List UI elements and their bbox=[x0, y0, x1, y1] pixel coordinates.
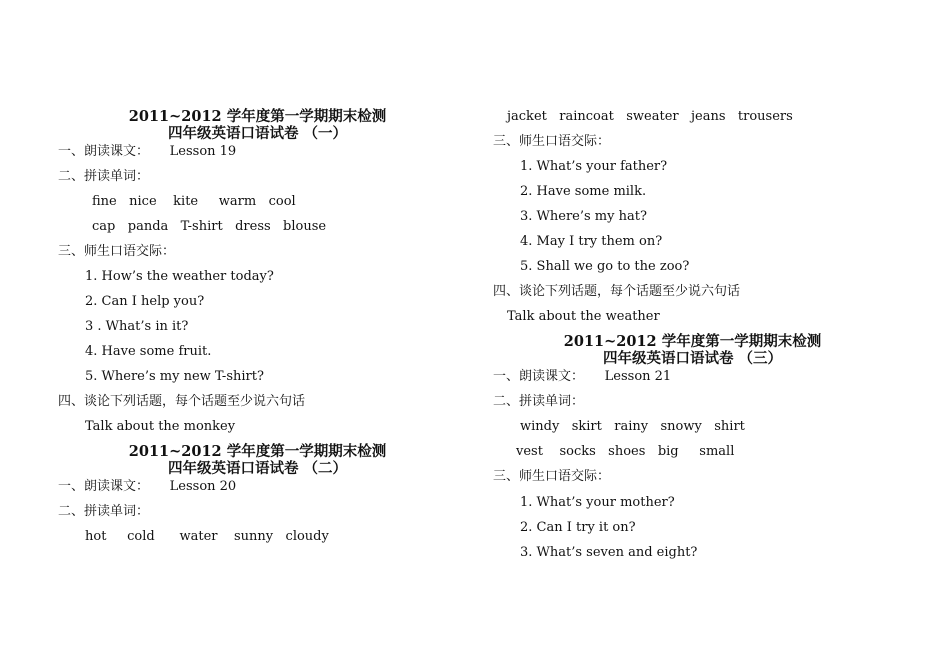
exam2-question-4: 4. May I try them on? bbox=[520, 234, 663, 249]
exam3-question-1: 1. What’s your mother? bbox=[520, 495, 675, 510]
exam3-title-line1: 2011~2012 学年度第一学期期末检测 bbox=[563, 333, 822, 350]
exam1-words-row2: cap panda T-shirt dress blouse bbox=[92, 219, 327, 234]
exam2-words-row1: hot cold water sunny cloudy bbox=[85, 529, 329, 544]
exam2-question-3: 3. Where’s my hat? bbox=[520, 209, 647, 224]
exam1-section-dialogue: 三、师生口语交际： bbox=[58, 244, 176, 259]
exam3-title-line2: 四年级英语口语试卷 （三） bbox=[602, 350, 783, 367]
exam2-section-topic: 四、谈论下列话题，每个话题至少说六句话 bbox=[493, 284, 741, 299]
exam1-question-5: 5. Where’s my new T-shirt? bbox=[85, 369, 264, 384]
exam3-question-2: 2. Can I try it on? bbox=[520, 520, 636, 535]
exam2-topic: Talk about the weather bbox=[507, 309, 660, 324]
exam3-section-reading: 一、朗读课文： Lesson 21 bbox=[493, 369, 672, 384]
exam2-section-reading: 一、朗读课文： Lesson 20 bbox=[58, 479, 237, 494]
exam3-words-row1: windy skirt rainy snowy shirt bbox=[520, 419, 745, 434]
exam3-question-3: 3. What’s seven and eight? bbox=[520, 545, 698, 560]
exam1-topic: Talk about the monkey bbox=[85, 419, 236, 434]
exam1-question-1: 1. How’s the weather today? bbox=[85, 269, 274, 284]
exam2-question-1: 1. What’s your father? bbox=[520, 159, 668, 174]
exam1-title-line2: 四年级英语口语试卷 （一） bbox=[167, 125, 348, 142]
exam3-section-dialogue: 三、师生口语交际： bbox=[493, 469, 611, 484]
exam3-words-row2: vest socks shoes big small bbox=[516, 444, 735, 459]
exam2-words-row2: jacket raincoat sweater jeans trousers bbox=[507, 109, 793, 124]
exam3-section-spelling: 二、拼读单词： bbox=[493, 394, 585, 409]
exam2-section-dialogue: 三、师生口语交际： bbox=[493, 134, 611, 149]
exam2-section-spelling: 二、拼读单词： bbox=[58, 504, 150, 519]
exam1-title-line1: 2011~2012 学年度第一学期期末检测 bbox=[128, 108, 387, 125]
exam2-title-line1: 2011~2012 学年度第一学期期末检测 bbox=[128, 443, 387, 460]
exam2-question-2: 2. Have some milk. bbox=[520, 184, 647, 199]
exam1-section-topic: 四、谈论下列话题，每个话题至少说六句话 bbox=[58, 394, 306, 409]
exam1-question-4: 4. Have some fruit. bbox=[85, 344, 212, 359]
exam2-question-5: 5. Shall we go to the zoo? bbox=[520, 259, 690, 274]
exam2-title-line2: 四年级英语口语试卷 （二） bbox=[167, 460, 348, 477]
exam1-question-3: 3 . What’s in it? bbox=[85, 319, 189, 334]
exam1-section-reading: 一、朗读课文： Lesson 19 bbox=[58, 144, 237, 159]
exam1-words-row1: fine nice kite warm cool bbox=[92, 194, 296, 209]
exam1-question-2: 2. Can I help you? bbox=[85, 294, 205, 309]
exam1-section-spelling: 二、拼读单词： bbox=[58, 169, 150, 184]
